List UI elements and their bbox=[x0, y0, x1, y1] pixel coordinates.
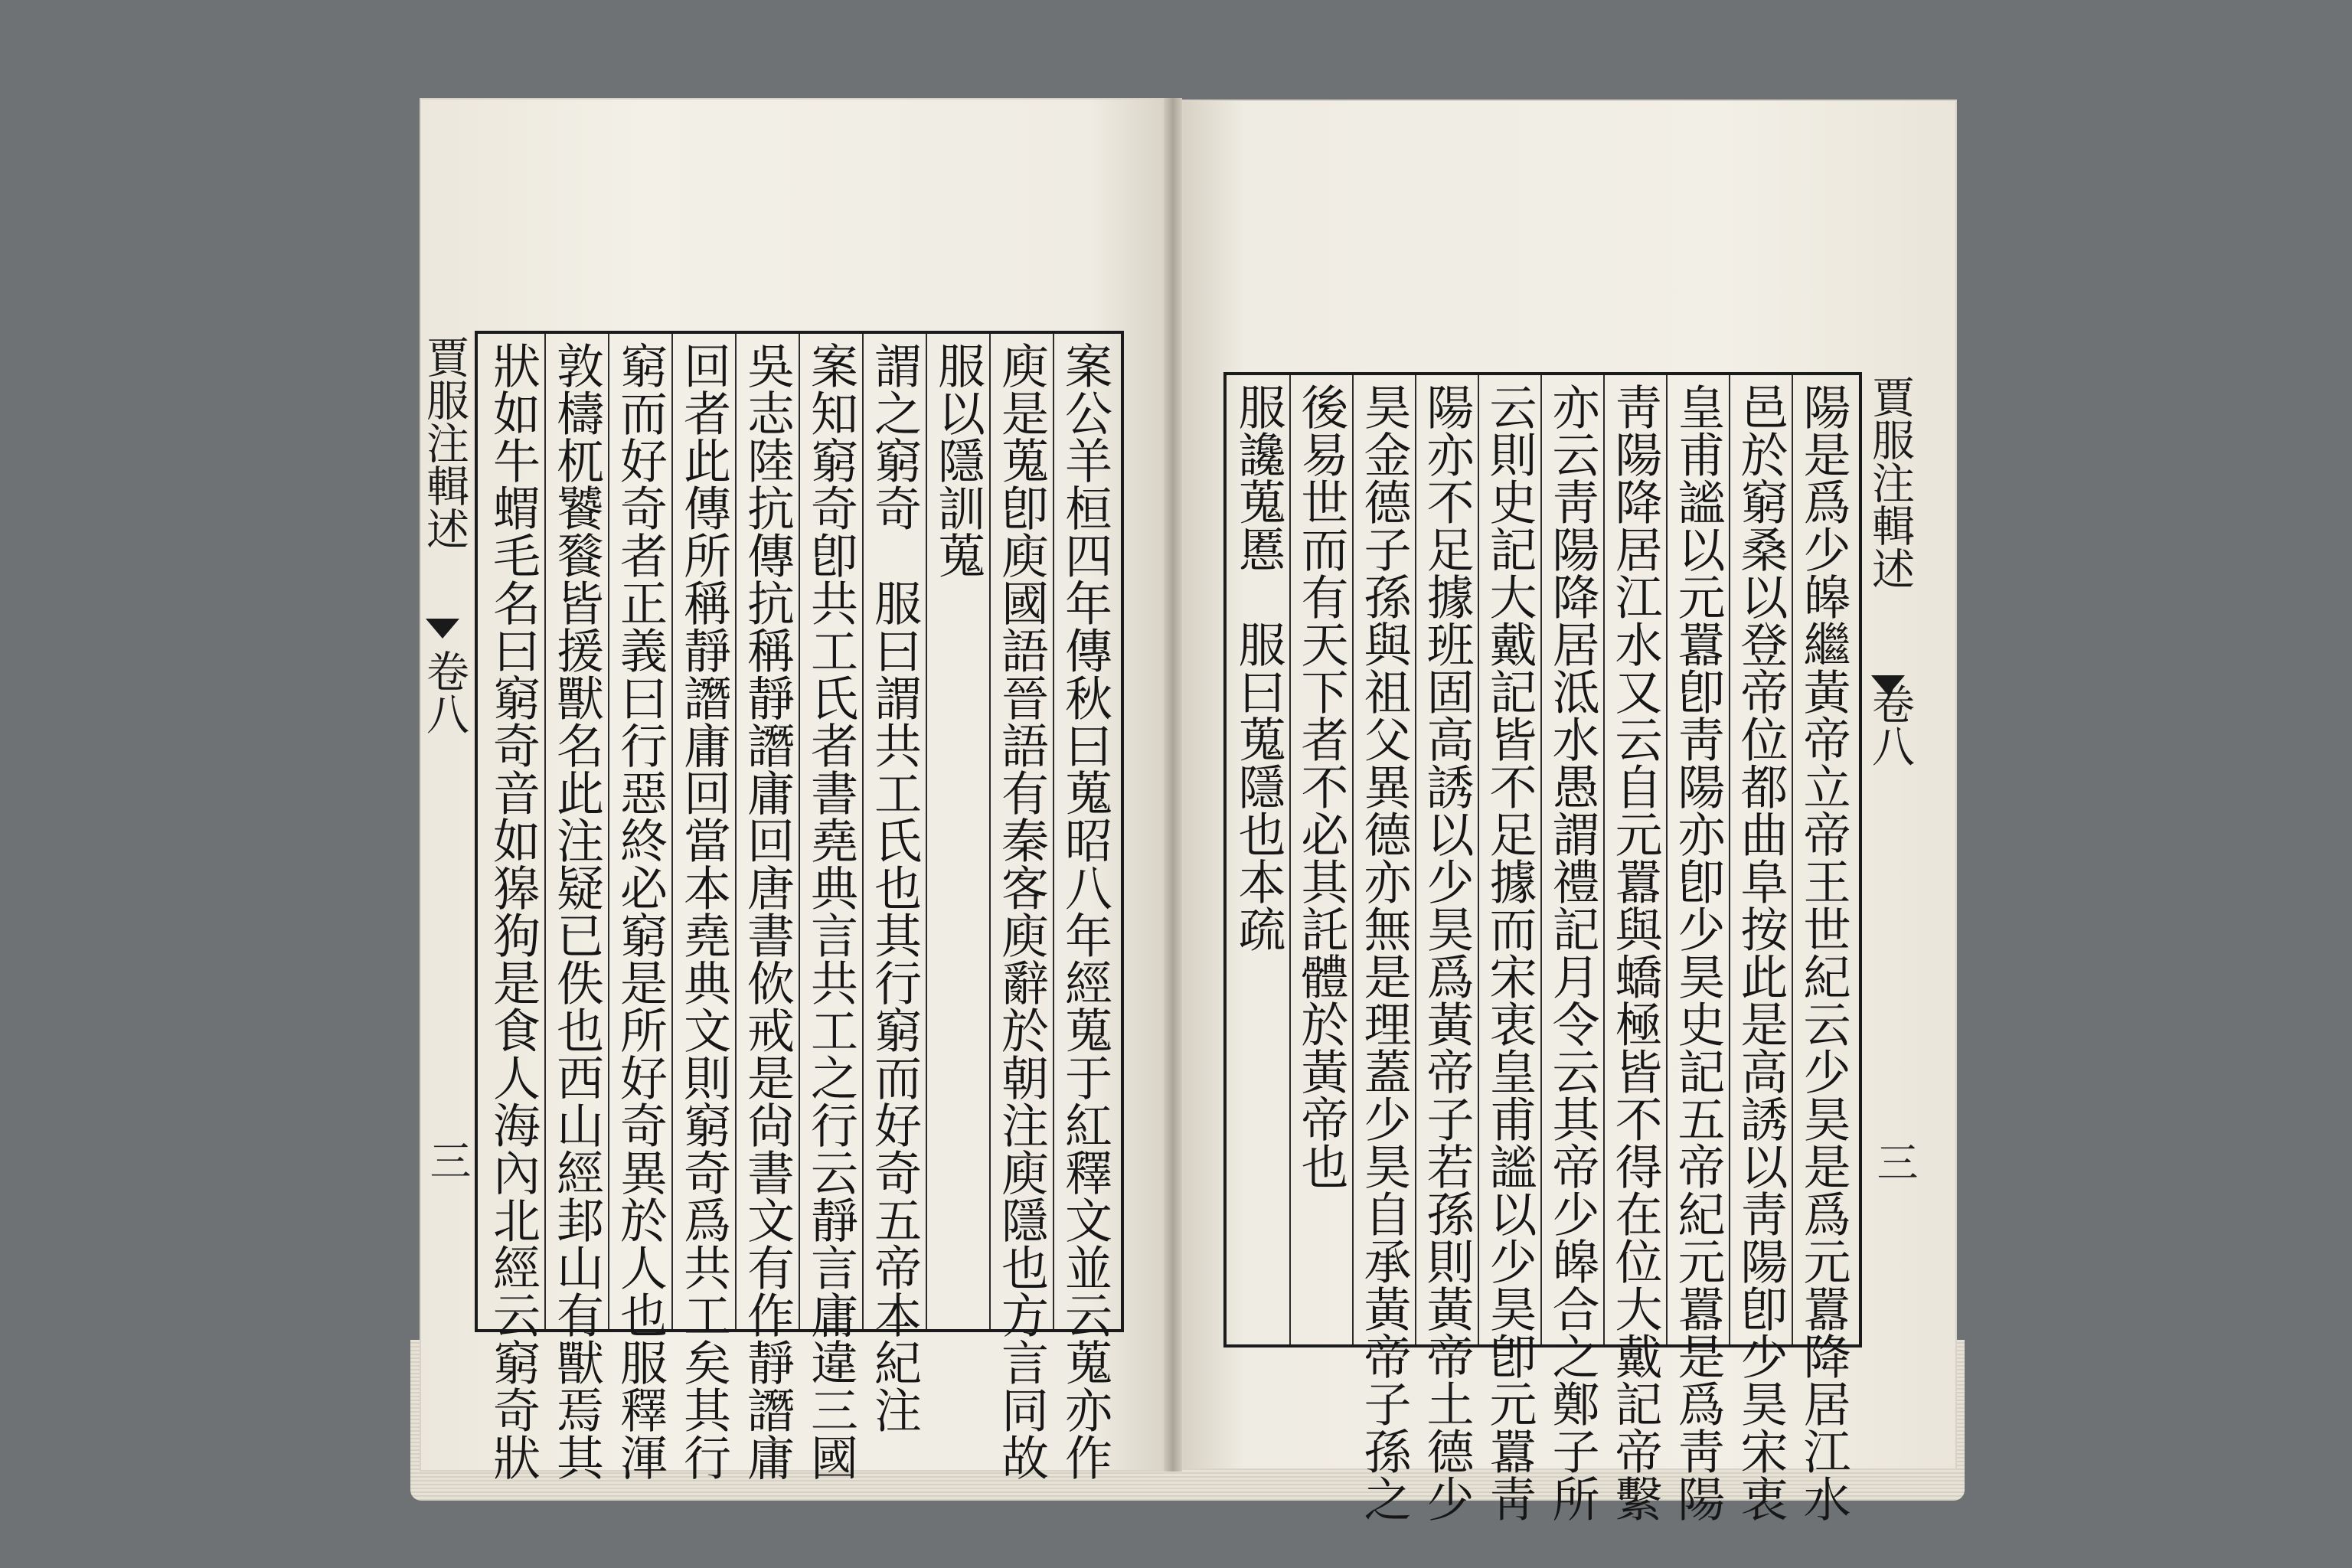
text-column: 亦云靑陽降居泜水愚謂禮記月令云其帝少皞合之鄭子所 bbox=[1544, 383, 1600, 1522]
text-column: 靑陽降居江水又云自元囂與蟜極皆不得在位大戴記帝繫 bbox=[1607, 383, 1663, 1522]
column-rule bbox=[671, 334, 673, 1329]
left-page bbox=[420, 98, 1164, 1481]
left-text-frame bbox=[475, 331, 1124, 1481]
column-rule bbox=[862, 334, 864, 1329]
text-column: 吳志陸抗傳抗稱靜譖庸回唐書佽戒是尙書文有作靜譖庸 bbox=[739, 341, 795, 1481]
text-column: 邑於窮桑以登帝位都曲阜按此是高誘以靑陽卽少昊宋衷 bbox=[1733, 383, 1788, 1522]
column-rule bbox=[1415, 375, 1416, 1344]
column-rule bbox=[1729, 375, 1730, 1344]
column-rule bbox=[1540, 375, 1542, 1344]
left-folio: 三 bbox=[423, 1139, 472, 1181]
column-rule bbox=[989, 334, 991, 1329]
text-column: 案公羊桓四年傳秋曰蒐昭八年經蒐于紅釋文並云蒐亦作 bbox=[1057, 341, 1113, 1481]
text-column: 服以隱訓蒐 bbox=[929, 341, 986, 579]
text-column: 窮而好奇者正義曰行惡終必窮是所好奇異於人也服釋渾 bbox=[612, 341, 668, 1481]
book-gutter bbox=[1164, 98, 1182, 1472]
right-banxin-title: 賈服注輯述 bbox=[1865, 375, 1915, 590]
text-column: 敦檮杌饕餮皆援獸名此注疑已佚也西山經邽山有獸焉其 bbox=[548, 341, 605, 1481]
right-banxin-volume: 卷八 bbox=[1865, 681, 1915, 767]
text-column: 皇甫謐以元囂卽靑陽亦卽少昊史記五帝紀元囂是爲靑陽 bbox=[1670, 383, 1726, 1522]
column-rule bbox=[1666, 375, 1668, 1344]
column-rule bbox=[926, 334, 927, 1329]
text-column: 昊金德子孫與祖父異德亦無是理蓋少昊自承黃帝子孫之 bbox=[1356, 383, 1412, 1522]
left-fishtail bbox=[426, 619, 459, 639]
column-rule bbox=[1352, 375, 1354, 1344]
column-rule bbox=[608, 334, 609, 1329]
text-column: 陽是爲少皞繼黃帝立帝王世紀云少昊是爲元囂降居江水 bbox=[1795, 383, 1851, 1522]
column-rule bbox=[735, 334, 737, 1329]
column-rule bbox=[544, 334, 546, 1329]
text-column: 謂之窮奇 服曰謂共工氏也其行窮而好奇五帝本紀注 bbox=[866, 341, 923, 1433]
text-column: 庾是蒐卽庾國語晉語有秦客庾辭於朝注庾隱也方言同故 bbox=[993, 341, 1050, 1481]
column-rule bbox=[1478, 375, 1479, 1344]
right-text-frame bbox=[1223, 372, 1862, 1522]
text-column: 云則史記大戴記皆不足據而宋衷皇甫謐以少昊卽元囂靑 bbox=[1481, 383, 1537, 1522]
column-rule bbox=[799, 334, 800, 1329]
text-column: 服讒蒐慝 服曰蒐隱也本疏 bbox=[1230, 383, 1286, 952]
text-column: 陽亦不足據班固高誘以少昊爲黃帝子若孫則黃帝土德少 bbox=[1419, 383, 1475, 1522]
right-folio: 三 bbox=[1870, 1141, 1919, 1182]
column-rule bbox=[1289, 375, 1291, 1344]
text-column: 回者此傳所稱靜譖庸回當本堯典文則窮奇爲共工矣其行 bbox=[675, 341, 732, 1481]
right-page bbox=[1182, 100, 1957, 1522]
text-column: 狀如牛蝟毛名曰窮奇音如獆狗是食人海內北經云窮奇狀 bbox=[485, 341, 541, 1481]
left-banxin-title: 賈服注輯述 bbox=[420, 335, 469, 550]
column-rule bbox=[1053, 334, 1054, 1329]
column-rule bbox=[1792, 375, 1793, 1344]
column-rule bbox=[1603, 375, 1605, 1344]
text-column: 後易世而有天下者不必其託體於黃帝也 bbox=[1293, 383, 1349, 1190]
left-banxin-volume: 卷八 bbox=[420, 649, 469, 735]
text-column: 案知窮奇卽共工氏者書堯典言共工之行云靜言庸違三國 bbox=[802, 341, 859, 1481]
